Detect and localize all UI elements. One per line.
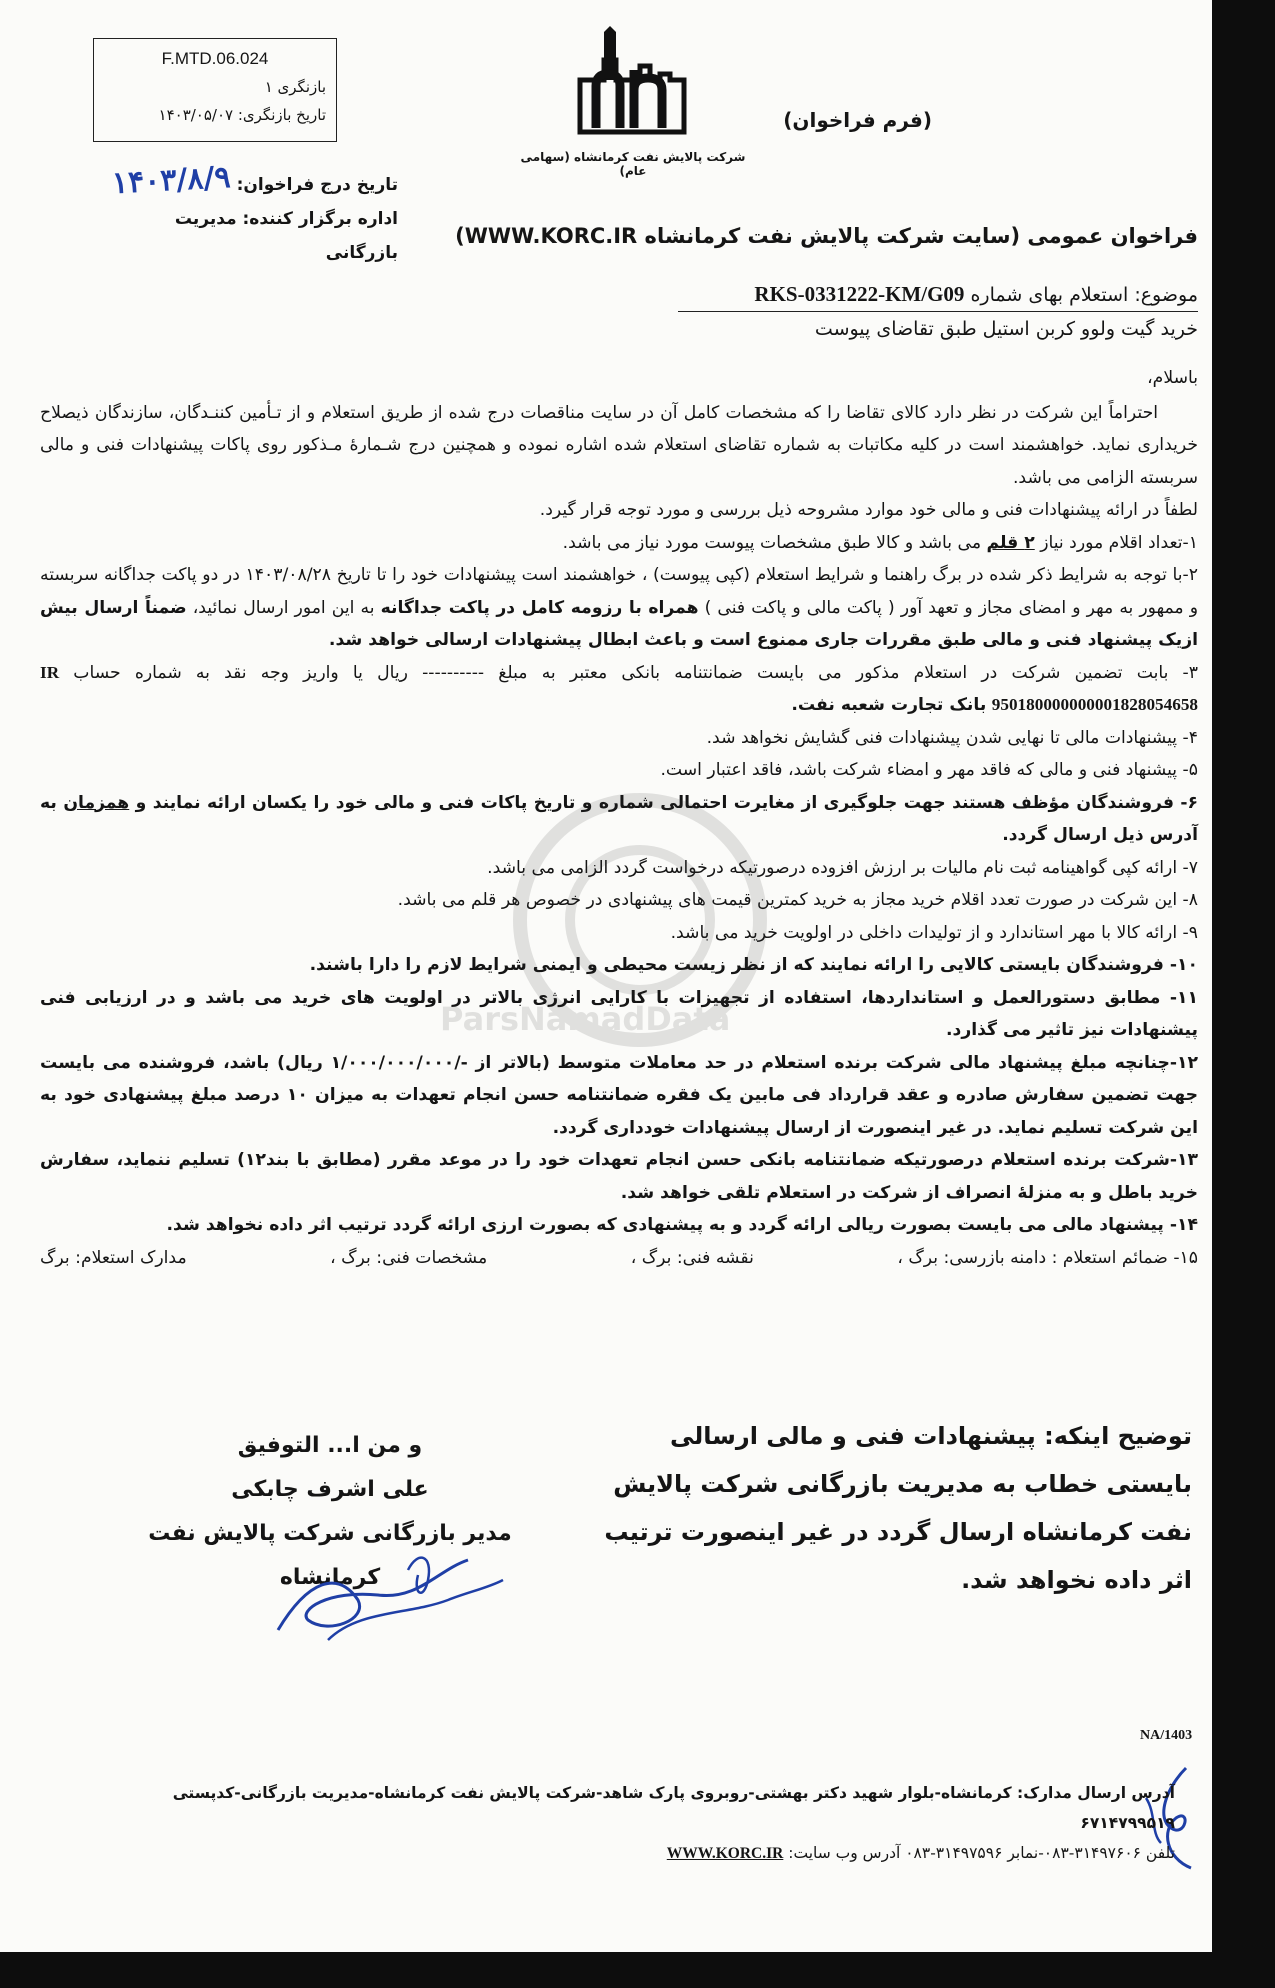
clause-15-drawing xyxy=(631,1242,754,1275)
clause-15-inspection xyxy=(897,1242,1198,1275)
clause-13: ۱۳-شرکت برنده استعلام درصورتیکه ضمانتنامه بانکی حسن انجام تعهدات خود را در موعد مقرر (مطابق با بند۱۲) تسلیم ننماید، سفارش خرید باطل و به منزلهٔ انصراف از شرکت در استعلام تلقی خواهد شد. xyxy=(40,1150,1198,1203)
clause-6-text-a: ۶- فروشندگان مؤظف هستند جهت جلوگیری از مغایرت احتمالی شماره و تاریخ پاکات فنی و مالی خود را یکسان ارائه نمایند و xyxy=(135,792,1199,813)
signer-name: علی اشرف چابکی xyxy=(231,1477,429,1502)
clause-15-label: ۱۵- ضمائم استعلام : دامنه بازرسی: xyxy=(943,1247,1198,1268)
form-revision-date: تاریخ بازنگری: ۱۴۰۳/۰۵/۰۷ xyxy=(158,106,326,124)
clause-15-docs-label: مدارک استعلام: xyxy=(75,1247,187,1268)
footer-contact-line xyxy=(130,1838,1175,1869)
clause-15-drawing-label: نقشه فنی: xyxy=(676,1247,754,1268)
na-code: NA/1403 xyxy=(1140,1728,1193,1743)
clause-8: ۸- این شرکت در صورت تعدد اقلام خرید مجاز به خرید کمترین قیمت های پیشنهادی در خصوص هر قلم می باشد. xyxy=(397,890,1198,910)
clause-1-text-a: ۱-تعداد اقلام مورد نیاز xyxy=(1040,532,1198,553)
document-body xyxy=(40,362,1198,1274)
clause-11: ۱۱- مطابق دستورالعمل و استانداردها، استفاده از تجهیزات با کارایی انرژی بالاتر در اولویت های خرید می باشد و در ارزیابی فنی پیشنهادات نیز تاثیر می گذارد. xyxy=(40,987,1198,1040)
insert-date-row xyxy=(98,159,398,202)
clause-4: ۴- پیشنهادات مالی تا نهایی شدن پیشنهادات فنی گشایش نخواهد شد. xyxy=(706,727,1198,748)
clause-15-specs-label: مشخصات فنی: xyxy=(376,1247,488,1268)
explanatory-note: توضیح اینکه: پیشنهادات فنی و مالی ارسالی بایستی خطاب به مدیریت بازرگانی شرکت پالایش نفت کرمانشاه ارسال گردد در غیر اینصورت ترتیب اثر داده نخواهد شد. xyxy=(604,1422,1192,1594)
clause-9: ۹- ارائه کالا با مهر استاندارد و از تولیدات داخلی در اولویت خرید می باشد. xyxy=(670,922,1198,943)
insert-date-handwritten: ۱۴۰۳/۸/۹ xyxy=(111,159,232,202)
clause-6-text-c: به آدرس ذیل ارسال گردد. xyxy=(40,792,1198,845)
insert-date-label: تاریخ درج فراخوان: xyxy=(236,175,398,195)
closing-salutation: و من ا... التوفیق xyxy=(237,1433,423,1458)
clause-15-specs xyxy=(330,1242,487,1275)
footer-address: آدرس ارسال مدارک: کرمانشاه-بلوار شهید دکتر بهشتی-روبروی پارک شاهد-شرکت پالایش نفت کرمانشاه-مدیریت بازرگانی-کدپستی ۶۷۱۴۷۹۹۵۱۹ xyxy=(172,1784,1175,1832)
handwritten-signature xyxy=(268,1540,508,1650)
clause-15-drawing-pages: برگ ، xyxy=(630,1247,672,1268)
clause-12: ۱۲-چنانچه مبلغ پیشنهاد مالی شرکت برنده استعلام در حد معاملات متوسط (بالاتر از -/۱/۰۰۰/۰۰۰/۰۰۰ ریال) باشد، فروشنده می بایست جهت تضمین سفارش صادره و عقد قرارداد فی مابین یک فقره ضمانتنامه حسن انجام تعهدات به میزان ۱۰ درصد مبلغ پیشنهادی خود به این شرکت تسلیم نماید. در غیر اینصورت از ارسال پیشنهادات خودداری گردد. xyxy=(40,1052,1198,1138)
clause-1-quantity: ۲ قلم xyxy=(986,532,1035,553)
clause-2-warning: ضمناً ارسال بیش ازیک پیشنهاد فنی و مالی طبق مقررات جاری ممنوع است و باعث ابطال پیشنهادات ارسالی خواهد شد. xyxy=(40,597,1198,650)
clause-2 xyxy=(40,559,1198,657)
inquiry-number: RKS-0331222-KM/G09 xyxy=(754,282,965,306)
greeting: باسلام، xyxy=(1147,368,1198,388)
clause-6 xyxy=(40,787,1198,852)
subject-underline xyxy=(678,311,1198,312)
company-name-under-logo: شرکت پالایش نفت کرمانشاه (سهامی عام) xyxy=(520,150,746,178)
watermark-text: ParsNamadData xyxy=(440,1000,731,1038)
company-logo xyxy=(574,24,690,136)
clause-6-simultaneous: همزمان xyxy=(63,792,130,813)
clause-15-inspection-pages: برگ ، xyxy=(897,1247,939,1268)
clause-15-docs-pages: برگ xyxy=(40,1247,70,1268)
form-code: F.MTD.06.024 xyxy=(161,49,269,68)
clause-15-docs xyxy=(40,1242,187,1275)
page-title: فراخوان عمومی (سایت شرکت پالایش نفت کرمانشاه WWW.KORC.IR) xyxy=(455,224,1198,248)
intro-paragraph: احتراماً این شرکت در نظر دارد کالای تقاضا را که مشخصات کامل آن در سایت مناقصات درج شده از طریق استعلام و از تـأمین کننـدگان، سازندگان ذیصلاح خریداری نماید. خواهشمند است در کلیه مکاتبات به شماره تقاضای استعلام شده اشاره نموده و همچنین درج شـمارهٔ مـذکور روی پاکات پیشنهادات فنی و مالی سربسته الزامی می باشد. xyxy=(40,402,1198,488)
clause-2-text-c: به این امور ارسال نمائید، xyxy=(192,597,375,618)
clause-1 xyxy=(40,527,1198,560)
clause-2-text-a: ۲-با توجه به شرایط ذکر شده در برگ راهنما و شرایط استعلام (کپی پیوست) ، خواهشمند است پیشنهادات خود را تا تاریخ ۱۴۰۳/۰۸/۲۸ در دو پاکت جداگانه سربسته و ممهور به مهر و امضای مجاز و تعهد آور ( پاکت مالی و پاکت فنی ) xyxy=(40,565,1199,618)
footer-contact xyxy=(130,1778,1175,1869)
clause-15-specs-pages: برگ ، xyxy=(330,1247,371,1268)
clause-5: ۵- پیشنهاد فنی و مالی که فاقد مهر و امضاء شرکت باشد، فاقد اعتبار است. xyxy=(660,760,1198,780)
organizer-line: اداره برگزار کننده: مدیریت بازرگانی xyxy=(174,209,398,263)
subject-description: خرید گیت ولوو کربن استیل طبق تقاضای پیوست xyxy=(814,318,1198,340)
announcement-meta xyxy=(98,159,398,270)
clause-3-bank: بانک تجارت شعبه نفت. xyxy=(791,695,987,715)
subject-label: موضوع: استعلام بهای شماره xyxy=(970,284,1198,306)
clause-3-text-a: ۳- بابت تضمین شرکت در استعلام مذکور می بایست ضمانتنامه بانکی معتبر به مبلغ ---------- ریال یا واریز وجه نقد به شماره حساب xyxy=(73,662,1198,683)
clause-15 xyxy=(40,1242,1198,1275)
clause-10: ۱۰- فروشندگان بایستی کالایی را ارائه نمایند که از نظر زیست محیطی و ایمنی شرایط لازم را دارا باشند. xyxy=(309,955,1198,975)
form-type-label: (فرم فراخوان) xyxy=(783,108,932,132)
intro-instructions: لطفاً در ارائه پیشنهادات فنی و مالی خود موارد مشروحه ذیل بررسی و مورد توجه قرار گیرد. xyxy=(539,500,1198,520)
signer-title: مدیر بازرگانی شرکت پالایش نفت کرمانشاه xyxy=(148,1521,512,1590)
clause-7: ۷- ارائه کپی گواهینامه ثبت نام مالیات بر ارزش افزوده درصورتیکه درخواست گردد الزامی می باشد. xyxy=(487,857,1198,878)
clause-3 xyxy=(40,657,1198,722)
form-revision: بازنگری ۱ xyxy=(264,78,326,96)
form-code-box xyxy=(93,38,337,142)
clause-1-text-c: می باشد و کالا طبق مشخصات پیوست مورد نیاز می باشد. xyxy=(562,532,982,553)
subject-line xyxy=(238,282,1198,307)
clause-2-resume-note: همراه با رزومه کامل در پاکت جداگانه xyxy=(380,597,699,618)
bank-account-iban: IR 950180000000001828054658 xyxy=(40,662,1198,714)
footer-website: WWW.KORC.IR xyxy=(666,1845,784,1862)
clause-14: ۱۴- پیشنهاد مالی می بایست بصورت ریالی ارائه گردد و به پیشنهادی که بصورت ارزی ارائه گردد ترتیب اثر داده نخواهد شد. xyxy=(166,1215,1198,1235)
footer-phone-fax: تلفن ۳۱۴۹۷۶۰۶-۰۸۳-نمابر ۳۱۴۹۷۵۹۶-۰۸۳ آدرس وب سایت: xyxy=(788,1844,1175,1862)
